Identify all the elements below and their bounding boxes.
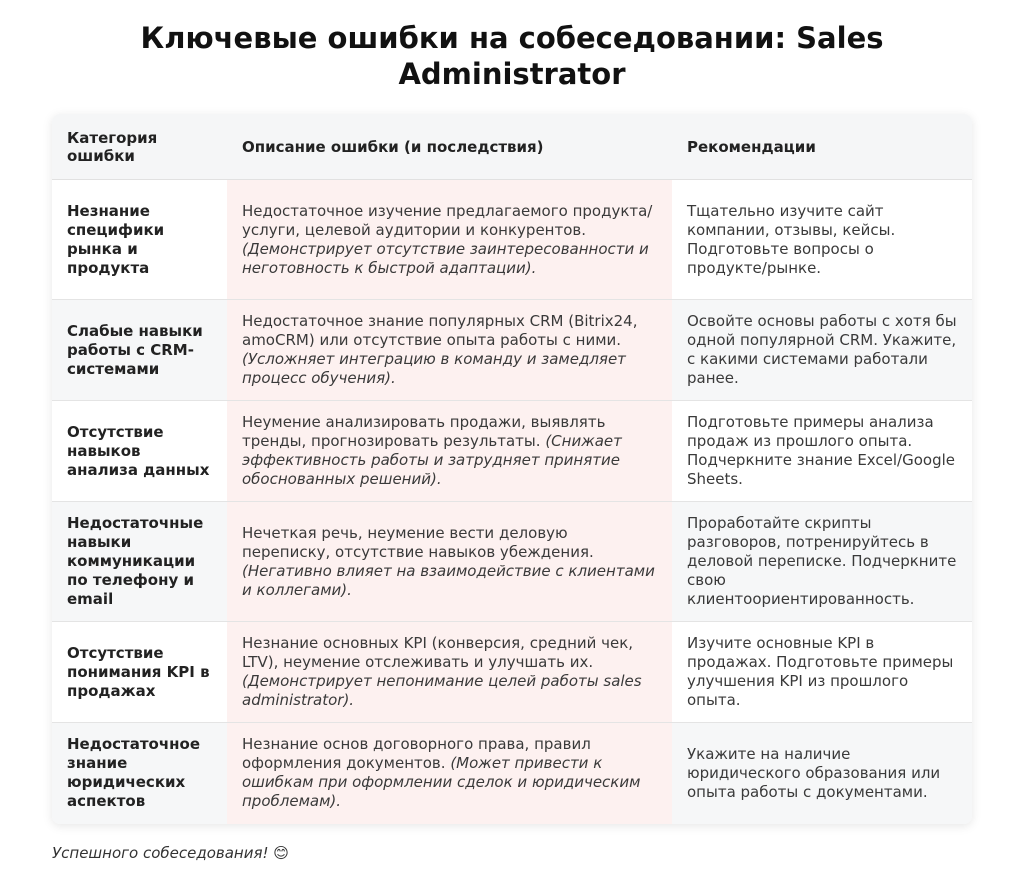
table-row (52, 723, 972, 824)
row-recommendation: Тщательно изучите сайт компании, отзывы, кейсы. Подготовьте вопросы о продукте/рынке. (672, 180, 972, 300)
row-category: Отсутствие навыков анализа данных (52, 401, 227, 502)
description-text: Недостаточное изучение предлагаемого продукта/услуги, целевой аудитории и конкурентов. (242, 201, 653, 239)
row-recommendation: Укажите на наличие юридического образования или опыта работы с документами. (672, 723, 972, 824)
row-description (227, 180, 672, 300)
row-category: Недостаточные навыки коммуникации по телефону и email (52, 502, 227, 622)
row-description (227, 300, 672, 401)
page-title: Ключевые ошибки на собеседовании: Sales Administrator (140, 21, 884, 91)
header-description: Описание ошибки (и последствия) (227, 114, 672, 180)
row-description (227, 622, 672, 723)
description-text: Нечеткая речь, неумение вести деловую переписку, отсутствие навыков убеждения. (242, 523, 594, 561)
consequence-text: (Усложняет интеграцию в команду и замедляет процесс обучения). (242, 350, 626, 387)
row-recommendation: Изучите основные KPI в продажах. Подготовьте примеры улучшения KPI из прошлого опыта. (672, 622, 972, 723)
description-text: Неумение анализировать продажи, выявлять тренды, прогнозировать результаты. (242, 413, 606, 450)
footer-note: Успешного собеседования! 😊 (52, 844, 289, 862)
row-recommendation: Проработайте скрипты разговоров, потренируйтесь в деловой переписке. Подчеркните свою клиентоориентированность. (672, 502, 972, 622)
errors-table (52, 114, 972, 824)
row-recommendation: Подготовьте примеры анализа продаж из прошлого опыта. Подчеркните знание Excel/Google Sheets. (672, 401, 972, 502)
consequence-text: (Снижает эффективность работы и затрудняет принятие обоснованных решений). (242, 432, 622, 488)
row-description (227, 502, 672, 622)
row-description (227, 401, 672, 502)
table-row (52, 180, 972, 300)
description-text: Незнание основных KPI (конверсия, средний чек, LTV), неумение отслеживать и улучшать их. (242, 634, 634, 671)
table-row (52, 622, 972, 723)
table-header-row (52, 114, 972, 180)
table-row (52, 300, 972, 401)
row-description (227, 723, 672, 824)
row-category: Отсутствие понимания KPI в продажах (52, 622, 227, 723)
errors-table-card (52, 114, 972, 824)
row-recommendation: Освойте основы работы с хотя бы одной популярной CRM. Укажите, с какими системами работали ранее. (672, 300, 972, 401)
header-category: Категория ошибки (52, 114, 227, 180)
description-text: Недостаточное знание популярных CRM (Bitrix24, amoCRM) или отсутствие опыта работы с ними. (242, 312, 638, 349)
description-text: Незнание основ договорного права, правил оформления документов. (242, 735, 591, 773)
row-category: Слабые навыки работы с CRM-системами (52, 300, 227, 401)
consequence-text: (Может привести к ошибкам при оформлении сделок и юридическим проблемам). (242, 754, 641, 811)
table-row (52, 401, 972, 502)
row-category: Незнание специфики рынка и продукта (52, 180, 227, 300)
consequence-text: (Демонстрирует непонимание целей работы sales administrator). (242, 672, 642, 709)
header-recommendations: Рекомендации (672, 114, 972, 180)
consequence-text: (Демонстрирует отсутствие заинтересованности и неготовность к быстрой адаптации). (242, 239, 649, 277)
table-row (52, 502, 972, 622)
row-category: Недостаточное знание юридических аспектов (52, 723, 227, 824)
consequence-text: (Негативно влияет на взаимодействие с клиентами и коллегами). (242, 561, 655, 599)
